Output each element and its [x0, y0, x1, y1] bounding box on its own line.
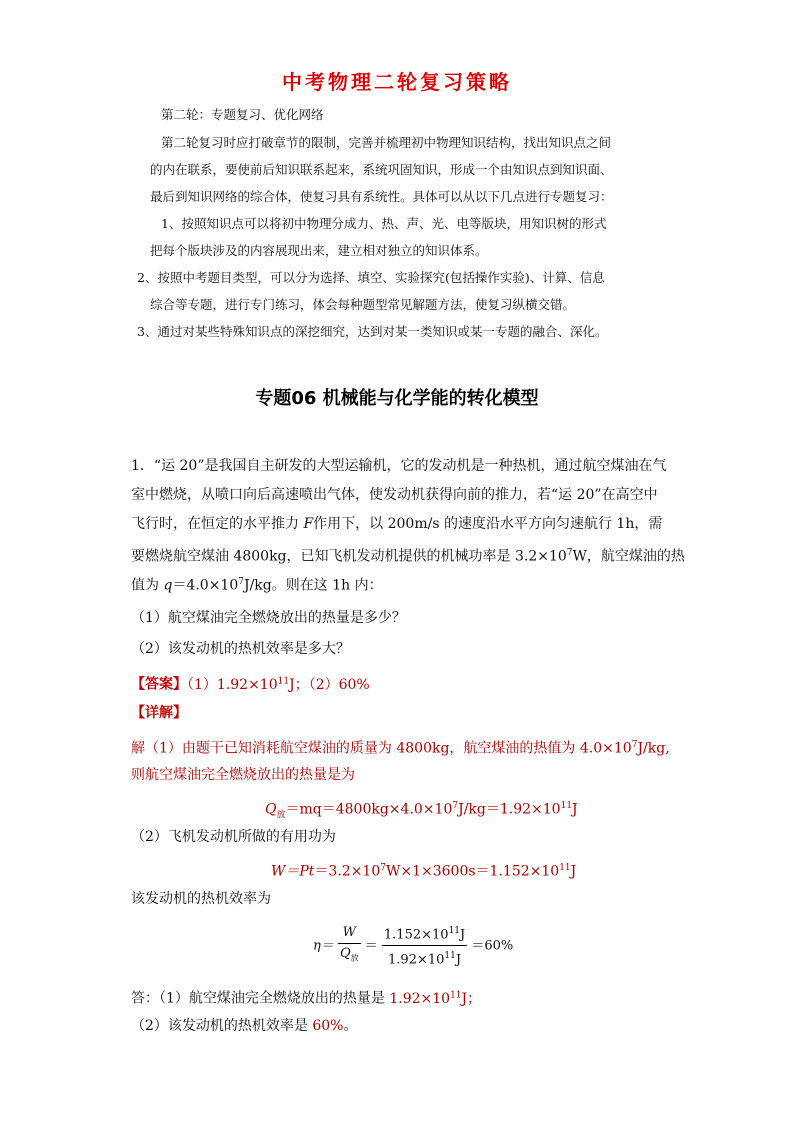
fraction-values: $\frac{1.152\times 10^{11}J}{1.92\times 10^{11}J}$: [382, 922, 467, 970]
detail-line: 该发动机的热机效率为: [131, 891, 271, 907]
topic-title: 专题06 机械能与化学能的转化模型: [255, 388, 539, 409]
equation-work: $W=Pt=3.2\times 10^7W\times 1\times 3600s=1.152\times 10^{11}J$: [271, 863, 577, 880]
equation-efficiency: η＝ $\frac{W}{Q_放}$ ＝ $\frac{1.152\times 10^{11}J}{1.92\times 10^{11}J}$ ＝60%: [313, 922, 513, 970]
detail-line: 则航空煤油完全燃烧放出的热量是为: [131, 767, 355, 783]
question-line: 值为 $q=4.0\times 10^7J/kg$。则在这 1h 内：: [131, 577, 383, 594]
question-line: 要燃烧航空煤油 4800kg，已知飞机发动机提供的机械功率是 $3.2\times 10^7W$，航空煤油的热: [131, 548, 685, 565]
answer-text: $(1)1.92\times 10^{11}J$；（2）60%: [187, 676, 370, 693]
question-line: 1．“运 20”是我国自主研发的大型运输机，它的发动机是一种热机，通过航空煤油在气: [131, 458, 667, 474]
question-line: 室中燃烧，从喷口向后高速喷出气体，使发动机获得向前的推力，若“运 20”在高空中: [131, 487, 658, 503]
intro-item-1: 1、按照知识点可以将初中物理分成力、热、声、光、电等版块，用知识树的形式: [161, 216, 607, 231]
question-sub-1: （1）航空煤油完全燃烧放出的热量是多少？: [131, 610, 406, 626]
detail-line: 解（1）由题干已知消耗航空煤油的质量为 4800kg，航空煤油的热值为 $4.0\times 10^7J/kg$,: [131, 740, 670, 757]
final-answer-1: 答：（1）航空煤油完全燃烧放出的热量是 $1.92\times 10^{11}J$；: [131, 990, 482, 1007]
detail-line: （2）飞机发动机所做的有用功为: [131, 829, 336, 845]
answer-line: [131, 672, 370, 694]
intro-item-2: 2、按照中考题目类型，可以分为选择、填空、实验探究(包括操作实验)、计算、信息: [137, 270, 605, 285]
fraction-w-over-q: $\frac{W}{Q_放}$: [339, 925, 359, 963]
question-sub-2: （2）该发动机的热机效率是多大？: [131, 641, 350, 657]
answer-tag: 【答案】: [131, 676, 187, 693]
final-answer-2: （2）该发动机的热机效率是 60%。: [131, 1018, 358, 1034]
intro-item-1-cont: 把每个版块涉及的内容展现出来，建立相对独立的知识体系。: [150, 243, 488, 258]
intro-item-3: 3、通过对某些特殊知识点的深挖细究，达到对某一类知识或某一专题的融合、深化。: [137, 324, 608, 339]
intro-item-2-cont: 综合等专题，进行专门练习，体会每种题型常见解题方法，使复习纵横交错。: [150, 297, 576, 312]
page-title: 中考物理二轮复习策略: [282, 70, 512, 94]
intro-para-line: 第二轮复习时应打破章节的限制，完善并梳理初中物理知识结构，找出知识点之间: [161, 135, 612, 150]
intro-subtitle: 第二轮：专题复习、优化网络: [161, 107, 324, 122]
detail-tag: 【详解】: [131, 705, 187, 721]
equation-heat: $Q_放=mq=4800kg\times 4.0\times 10^7J/kg=1.92\times 10^{11}J$: [265, 801, 578, 821]
intro-para-line: 最后到知识网络的综合体，使复习具有系统性。具体可以从以下几点进行专题复习：: [150, 189, 613, 204]
question-line: 飞行时，在恒定的水平推力 F作用下，以 200m/s 的速度沿水平方向匀速航行 1h，需: [131, 516, 663, 532]
intro-para-line: 的内在联系，要使前后知识联系起来，系统巩固知识，形成一个由知识点到知识面、: [150, 162, 613, 177]
